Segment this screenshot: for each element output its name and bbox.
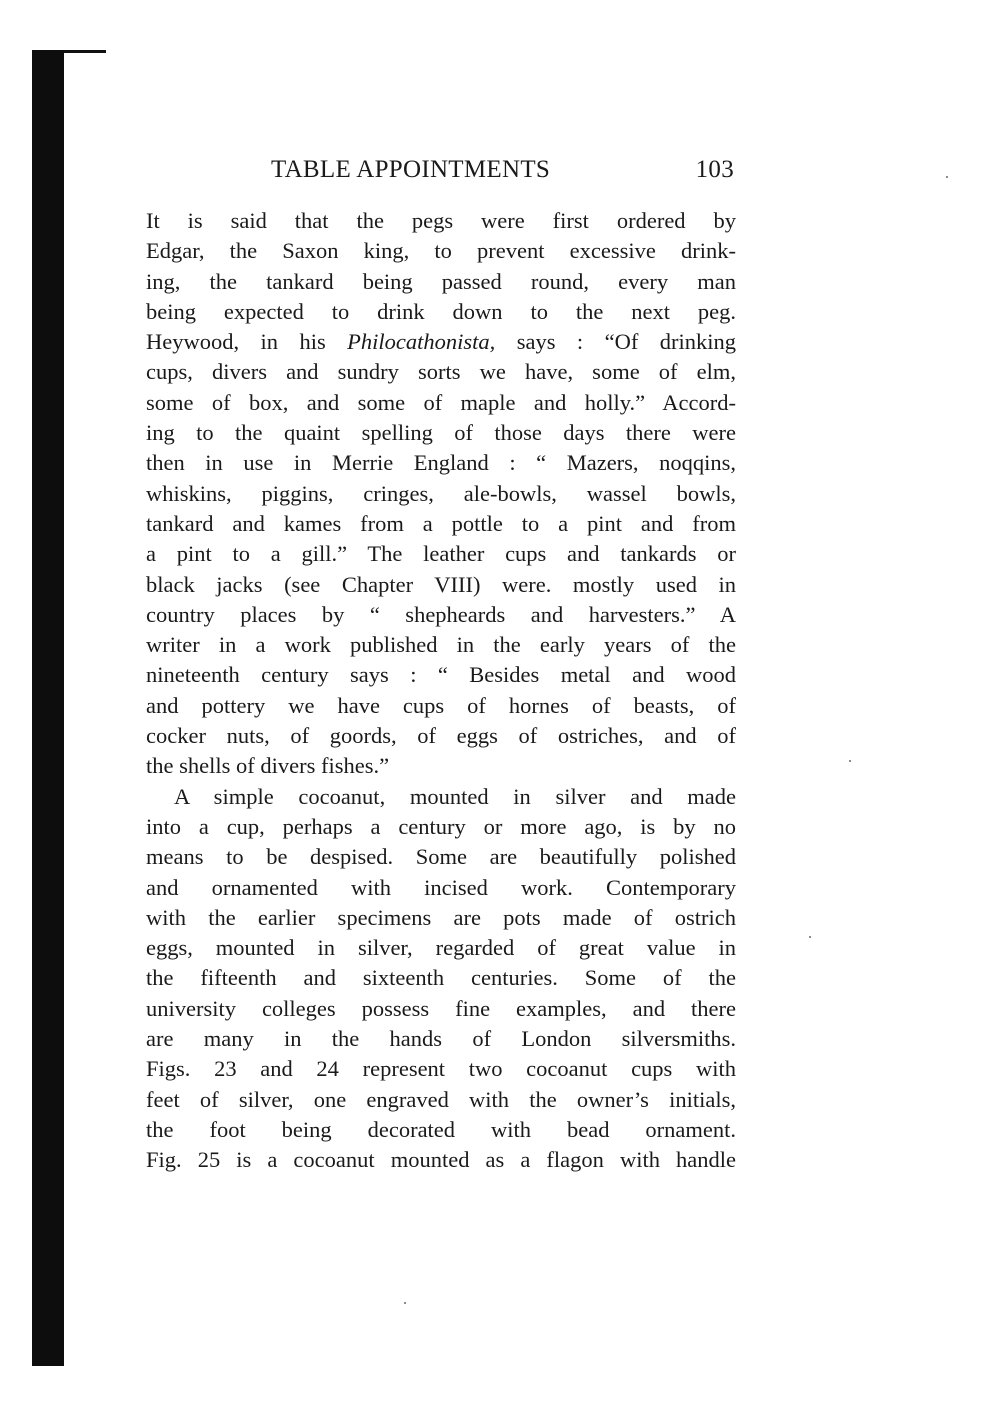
running-title: TABLE APPOINTMENTS xyxy=(271,156,551,183)
text-line: tankard and kames from a pottle to a pint and from xyxy=(146,510,736,536)
text-line: the foot being decorated with bead ornament. xyxy=(146,1116,736,1142)
text-line: It is said that the pegs were first ordered by xyxy=(146,208,736,233)
text-line: a pint to a gill.” The leather cups and tankards or xyxy=(146,541,736,567)
scan-speck xyxy=(849,760,851,762)
book-title: Philocathonista, xyxy=(347,329,496,355)
text-line: with the earlier specimens are pots made of ostrich xyxy=(146,904,736,930)
text-line: then in use in Merrie England : “ Mazers, noqqins, xyxy=(146,450,736,476)
running-header xyxy=(146,152,736,188)
text-line: are many in the hands of London silversmiths. xyxy=(146,1026,736,1052)
text-line: Fig. 25 is a cocoanut mounted as a flagon with handle xyxy=(146,1147,736,1173)
scan-speck xyxy=(404,1302,406,1304)
text-line: cups, divers and sundry sorts we have, some of elm, xyxy=(146,359,736,385)
text-line: black jacks (see Chapter VIII) were. mostly used in xyxy=(146,571,736,597)
text-line: Edgar, the Saxon king, to prevent excessive drink- xyxy=(146,238,736,264)
text-line: ing, the tankard being passed round, every man xyxy=(146,268,736,294)
text-line: A simple cocoanut, mounted in silver and made xyxy=(174,783,736,809)
text-line: Figs. 23 and 24 represent two cocoanut cups with xyxy=(146,1056,736,1082)
text-line: the fifteenth and sixteenth centuries. Some of the xyxy=(146,965,736,991)
text-line: and pottery we have cups of hornes of beasts, of xyxy=(146,692,736,718)
text-line: writer in a work published in the early years of the xyxy=(146,632,736,658)
text-line: cocker nuts, of goords, of eggs of ostriches, and of xyxy=(146,723,736,749)
scan-speck xyxy=(946,176,948,178)
binding-edge-tick xyxy=(64,50,106,53)
text-line: some of box, and some of maple and holly.” Accord- xyxy=(146,389,736,415)
text-line: the shells of divers fishes.” xyxy=(146,753,390,779)
text-line: university colleges possess fine examples, and there xyxy=(146,995,736,1021)
text-line: Heywood, in his Philocathonista, says : “Of drinking xyxy=(146,329,736,355)
text-line: and ornamented with incised work. Contemporary xyxy=(146,874,736,900)
page-number: 103 xyxy=(695,156,734,183)
text-line: eggs, mounted in silver, regarded of great value in xyxy=(146,935,736,961)
binding-edge xyxy=(32,50,64,1366)
text-line: country places by “ shepheards and harvesters.” A xyxy=(146,601,736,627)
text-line: being expected to drink down to the next peg. xyxy=(146,298,736,324)
text-line: ing to the quaint spelling of those days there were xyxy=(146,420,736,446)
text-line: feet of silver, one engraved with the owner’s initials, xyxy=(146,1086,736,1112)
scan-speck xyxy=(809,936,811,938)
text-line: nineteenth century says : “ Besides metal and wood xyxy=(146,662,736,688)
text-line: into a cup, perhaps a century or more ago, is by no xyxy=(146,813,736,839)
text-line: whiskins, piggins, cringes, ale-bowls, wassel bowls, xyxy=(146,480,736,506)
text-line: means to be despised. Some are beautifully polished xyxy=(146,844,736,870)
body-text xyxy=(146,206,736,1176)
